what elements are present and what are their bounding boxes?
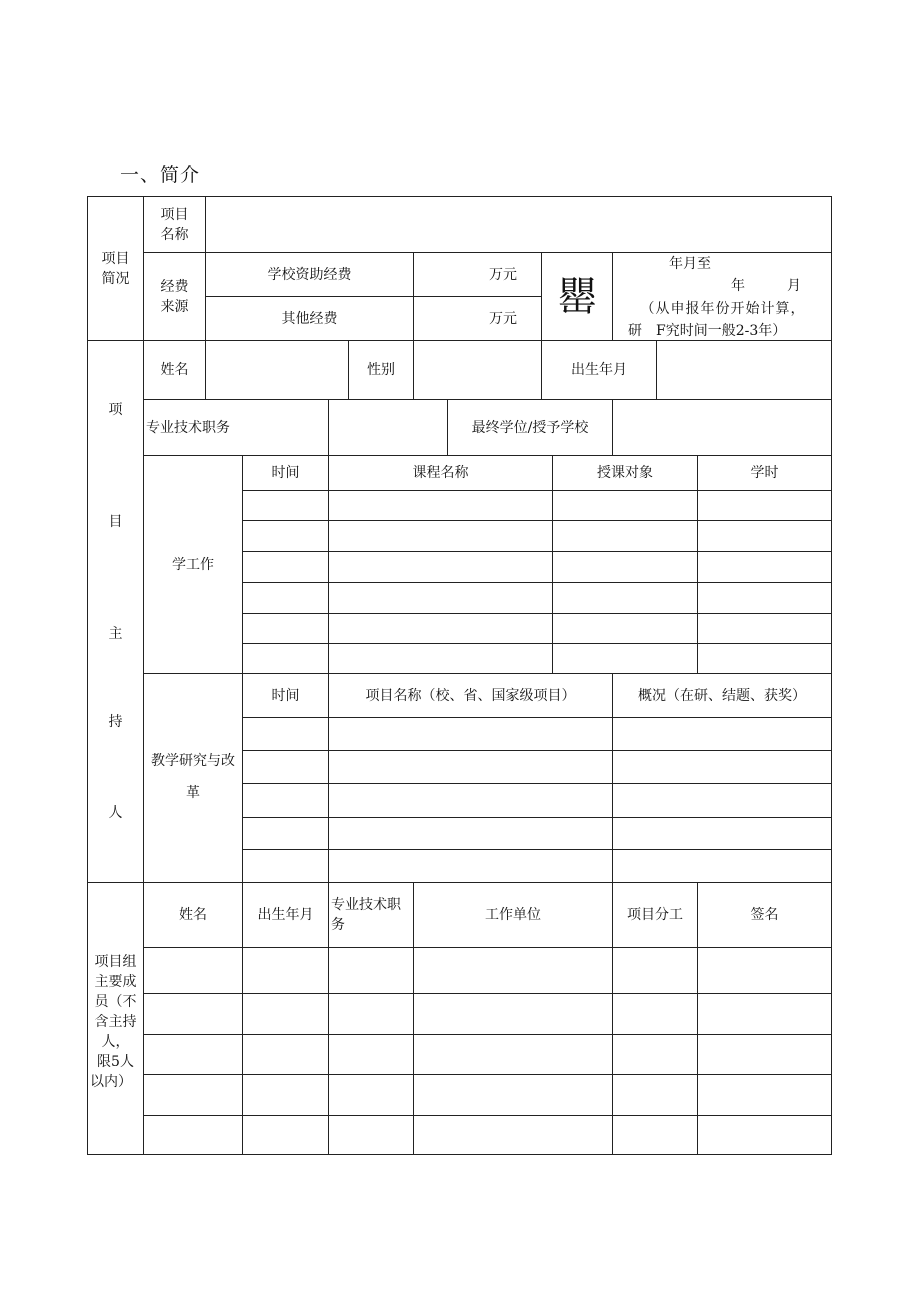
section-title: 一、简介 bbox=[120, 164, 201, 186]
research-row[interactable] bbox=[243, 850, 831, 882]
period-note-line1: （从申报年份开始计算， bbox=[640, 301, 806, 317]
host-label-char-2: 目 bbox=[108, 514, 123, 530]
host-birth-label: 出生年月 bbox=[571, 362, 627, 378]
period-to-month: 月 bbox=[787, 278, 801, 294]
member-row[interactable] bbox=[144, 1075, 831, 1115]
members-header-name: 姓名 bbox=[179, 907, 207, 923]
host-label-char-5: 人 bbox=[108, 805, 123, 821]
teaching-row[interactable] bbox=[243, 552, 831, 582]
research-row[interactable] bbox=[243, 818, 831, 849]
host-name-label: 姓名 bbox=[160, 362, 189, 378]
host-name-field[interactable] bbox=[206, 341, 348, 399]
other-funding-label: 其他经费 bbox=[281, 310, 338, 327]
member-row[interactable] bbox=[144, 1035, 831, 1074]
school-funding-field[interactable] bbox=[414, 253, 541, 296]
other-funding-unit: 万元 bbox=[489, 310, 517, 327]
overview-group-label: 项目简况 bbox=[101, 250, 130, 287]
research-label-line1: 教学研究与改 bbox=[151, 753, 235, 769]
host-gender-field[interactable] bbox=[414, 341, 541, 399]
host-label-char-3: 主 bbox=[108, 626, 123, 642]
host-title-label: 专业技术职务 bbox=[146, 419, 230, 436]
host-degree-field[interactable] bbox=[613, 400, 831, 455]
host-degree-label: 最终学位/授予学校 bbox=[471, 419, 589, 436]
research-period-stamp: 罌 bbox=[557, 273, 597, 320]
project-name-field[interactable] bbox=[210, 197, 825, 252]
host-gender-label: 性别 bbox=[367, 362, 395, 378]
teaching-header-course: 课程名称 bbox=[412, 465, 469, 481]
members-header-unit: 工作单位 bbox=[485, 907, 541, 923]
teaching-header-hours: 学时 bbox=[750, 465, 779, 481]
teaching-row[interactable] bbox=[243, 644, 831, 673]
teaching-row[interactable] bbox=[243, 521, 831, 551]
members-header-birth: 出生年月 bbox=[257, 907, 314, 923]
research-label-line2: 革 bbox=[186, 785, 200, 801]
funding-label: 经费来源 bbox=[160, 278, 189, 315]
table-border-bottom bbox=[87, 1154, 832, 1155]
members-header-title: 专业技术职务 bbox=[331, 897, 401, 933]
research-row[interactable] bbox=[243, 751, 831, 783]
school-funding-label: 学校资助经费 bbox=[267, 266, 352, 283]
teaching-row[interactable] bbox=[243, 583, 831, 613]
member-row[interactable] bbox=[144, 994, 831, 1034]
research-header-summary: 概况（在研、结题、获奖） bbox=[638, 687, 806, 704]
school-funding-unit: 万元 bbox=[489, 266, 517, 283]
research-row[interactable] bbox=[243, 718, 831, 750]
period-from-text: 年月至 bbox=[669, 256, 711, 272]
period-to-year: 年 bbox=[731, 278, 745, 294]
project-name-label: 项目名称 bbox=[160, 206, 189, 243]
host-label-char-1: 项 bbox=[108, 402, 123, 418]
teaching-header-time: 时间 bbox=[271, 465, 300, 481]
member-row[interactable] bbox=[144, 948, 831, 993]
host-birth-field[interactable] bbox=[657, 341, 831, 399]
member-row[interactable] bbox=[144, 1116, 831, 1154]
host-label-char-4: 持 bbox=[108, 714, 123, 730]
teaching-row[interactable] bbox=[243, 614, 831, 643]
teaching-row[interactable] bbox=[243, 491, 831, 520]
period-note-line2: 研 F究时间一般2-3年） bbox=[628, 323, 787, 339]
research-header-project: 项目名称（校、省、国家级项目） bbox=[365, 687, 576, 704]
host-title-field[interactable] bbox=[329, 400, 447, 455]
research-row[interactable] bbox=[243, 784, 831, 817]
teaching-header-audience: 授课对象 bbox=[597, 465, 653, 481]
research-header-time: 时间 bbox=[271, 687, 300, 704]
members-header-signature: 签名 bbox=[750, 907, 779, 923]
members-group-label: 项目组 主要成 员（不 含主持 人， 限5人 以内） bbox=[90, 954, 137, 1090]
other-funding-field[interactable] bbox=[414, 297, 541, 340]
members-header-role: 项目分工 bbox=[627, 907, 683, 923]
teaching-label: 学工作 bbox=[172, 556, 214, 573]
